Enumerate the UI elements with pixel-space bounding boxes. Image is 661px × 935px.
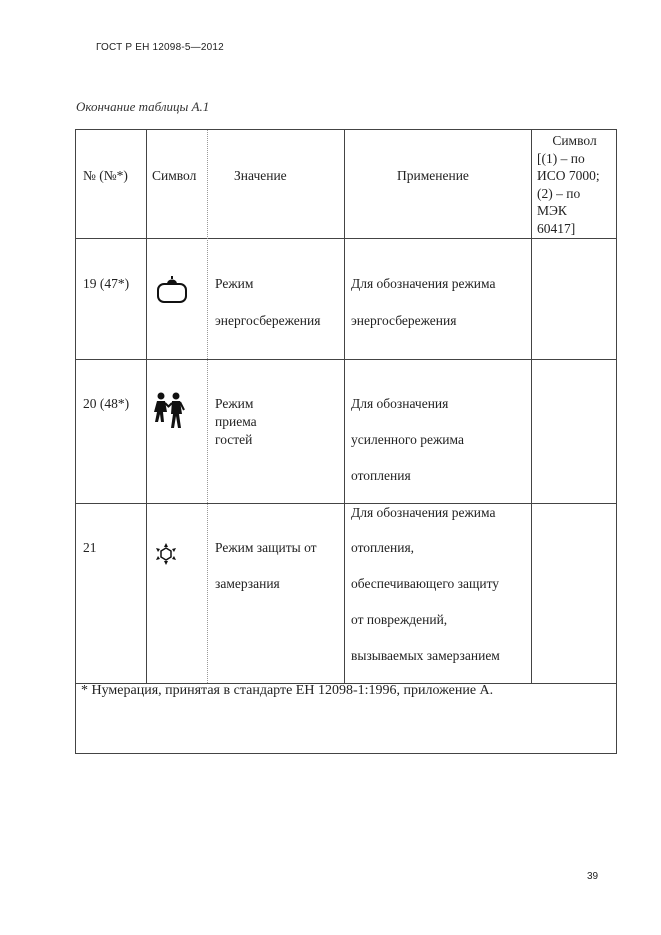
symbol-ref-line: 60417] — [537, 220, 576, 236]
page-number: 39 — [587, 871, 599, 882]
row-number: 20 (48*) — [83, 396, 130, 411]
table-caption: Окончание таблицы А.1 — [76, 99, 210, 114]
column-divider-dotted — [207, 130, 208, 683]
row-application-line: от повреждений, — [351, 612, 448, 627]
column-header-application: Применение — [397, 168, 469, 183]
column-header-meaning: Значение — [234, 168, 287, 183]
row-application-line: Для обозначения режима — [351, 276, 496, 291]
row-divider — [76, 359, 616, 360]
column-header-number: № (№*) — [83, 168, 128, 183]
column-header-symbol: Символ — [152, 168, 197, 183]
column-header-symbol-reference — [537, 132, 612, 237]
row-meaning-line: Режим — [215, 276, 254, 291]
row-application-line: обеспечивающего защиту — [351, 576, 500, 591]
row-meaning-line: Режим защиты от — [215, 540, 317, 555]
row-meaning-line: замерзания — [215, 576, 280, 591]
symbol-ref-line: МЭК — [537, 203, 567, 218]
row-application-line: энергосбережения — [351, 313, 457, 328]
frost-protection-icon — [155, 542, 177, 566]
header-row-divider — [76, 238, 616, 239]
row-meaning-line: гостей — [215, 432, 253, 447]
row-application-line: усиленного режима — [351, 432, 464, 447]
row-number: 21 — [83, 540, 97, 555]
row-meaning-justified: Режим приема — [215, 396, 257, 429]
row-application-line: Для обозначения режима — [351, 505, 496, 520]
row-divider — [76, 503, 616, 504]
row-application-line: Для обозначения — [351, 396, 449, 411]
row-number: 19 (47*) — [83, 276, 130, 291]
symbol-ref-line: (2) – по — [537, 185, 581, 201]
symbol-ref-line: Символ — [552, 133, 597, 148]
symbol-ref-line: ИСО 7000; — [537, 168, 600, 183]
table-footnote: * Нумерация, принятая в стандарте ЕН 12098-1:1996, приложение А. — [81, 683, 494, 698]
symbol-ref-line: [(1) – по — [537, 150, 585, 166]
guests-mode-icon — [153, 392, 185, 430]
symbols-table — [75, 129, 617, 754]
document-header: ГОСТ Р ЕН 12098-5—2012 — [96, 42, 224, 53]
row-application-line: отопления — [351, 468, 411, 483]
column-divider — [146, 130, 147, 683]
row-meaning-line: энергосбережения — [215, 313, 321, 328]
column-divider — [344, 130, 345, 683]
row-application-line: отопления, — [351, 540, 415, 555]
row-application-line: вызываемых замерзанием — [351, 648, 500, 663]
energy-saving-mode-icon — [156, 276, 188, 304]
column-divider — [531, 130, 532, 683]
